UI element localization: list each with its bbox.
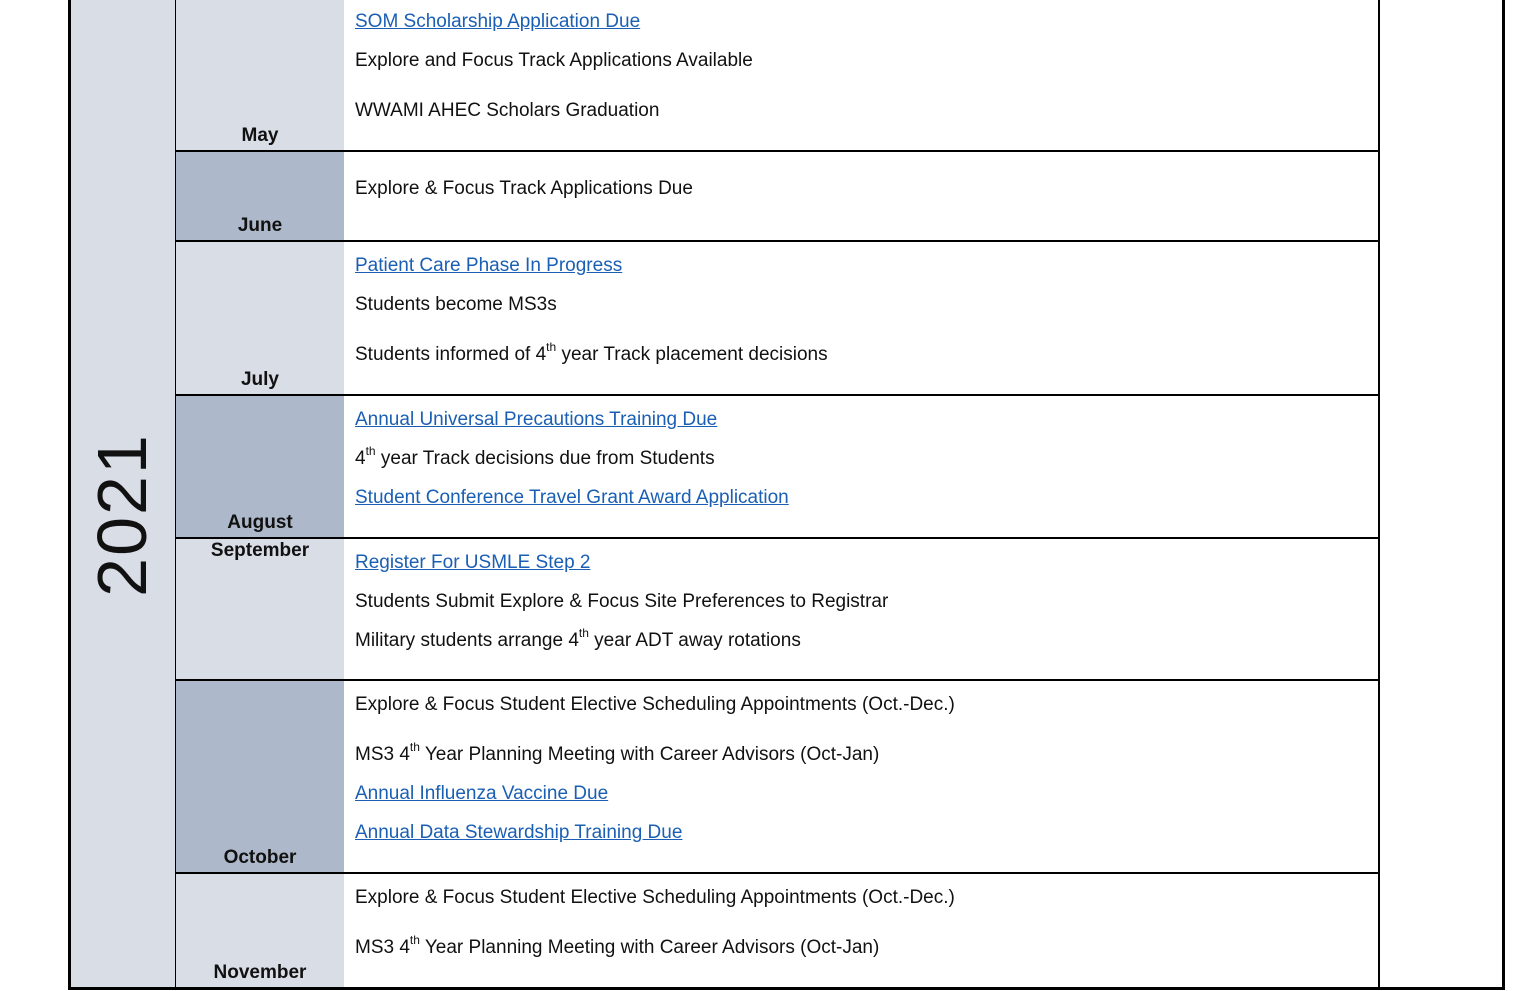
event-text-post: year Track decisions due from Students [375,448,715,469]
month-label: September [210,540,310,561]
month-label: July [240,369,280,390]
event-text: Explore & Focus Student Elective Scheduling Appointments (Oct.-Dec.) [355,887,955,908]
month-row-august [176,396,1379,539]
event-text: WWAMI AHEC Scholars Graduation [355,100,660,121]
event-text: Explore & Focus Track Applications Due [355,178,693,199]
ordinal-suffix: th [578,625,589,640]
month-cell [176,681,344,872]
event-text [355,339,828,366]
event-text-post: year Track placement decisions [556,344,828,365]
month-label: May [241,125,279,146]
month-label: August [227,512,293,533]
event-text [355,443,715,470]
month-cell [176,874,344,987]
event-text [355,932,880,959]
event-text: Students become MS3s [355,294,557,315]
event-text-pre: 4 [355,448,366,469]
event-text: Students Submit Explore & Focus Site Preferences to Registrar [355,591,889,612]
patient-care-phase-link[interactable]: Patient Care Phase In Progress [355,255,623,276]
month-row-november [176,874,1379,990]
month-row-july [176,242,1379,396]
event-text [355,739,880,766]
month-label: November [213,962,307,983]
influenza-vaccine-link[interactable]: Annual Influenza Vaccine Due [355,783,609,804]
event-text-post: year ADT away rotations [588,630,801,651]
event-text-pre: MS3 4 [355,744,410,765]
event-text-post: Year Planning Meeting with Career Advisors (Oct-Jan) [419,744,880,765]
travel-grant-link[interactable]: Student Conference Travel Grant Award Application [355,487,789,508]
month-row-may [176,0,1379,152]
ordinal-suffix: th [365,443,376,458]
month-row-september [176,539,1379,681]
event-text-pre: Military students arrange 4 [355,630,579,651]
data-stewardship-link[interactable]: Annual Data Stewardship Training Due [355,822,683,843]
event-text-pre: Students informed of 4 [355,344,547,365]
month-cell [176,0,344,150]
ordinal-suffix: th [546,339,557,354]
month-label: June [237,215,283,236]
event-text: Explore and Focus Track Applications Available [355,50,753,71]
ordinal-suffix: th [409,739,420,754]
month-cell [176,396,344,537]
notes-column [1378,0,1505,990]
month-row-october [176,681,1379,874]
month-row-june [176,152,1379,242]
event-text [355,625,801,652]
month-cell [176,242,344,394]
year-label: 2021 [83,433,161,597]
month-cell [176,152,344,240]
event-text: Explore & Focus Student Elective Scheduling Appointments (Oct.-Dec.) [355,694,955,715]
ordinal-suffix: th [409,932,420,947]
event-text-post: Year Planning Meeting with Career Advisors (Oct-Jan) [419,937,880,958]
som-scholarship-link[interactable]: SOM Scholarship Application Due [355,11,641,32]
universal-precautions-link[interactable]: Annual Universal Precautions Training Due [355,409,718,430]
month-label: October [223,847,297,868]
event-text-pre: MS3 4 [355,937,410,958]
usmle-step2-link[interactable]: Register For USMLE Step 2 [355,552,591,573]
month-cell [176,539,344,679]
